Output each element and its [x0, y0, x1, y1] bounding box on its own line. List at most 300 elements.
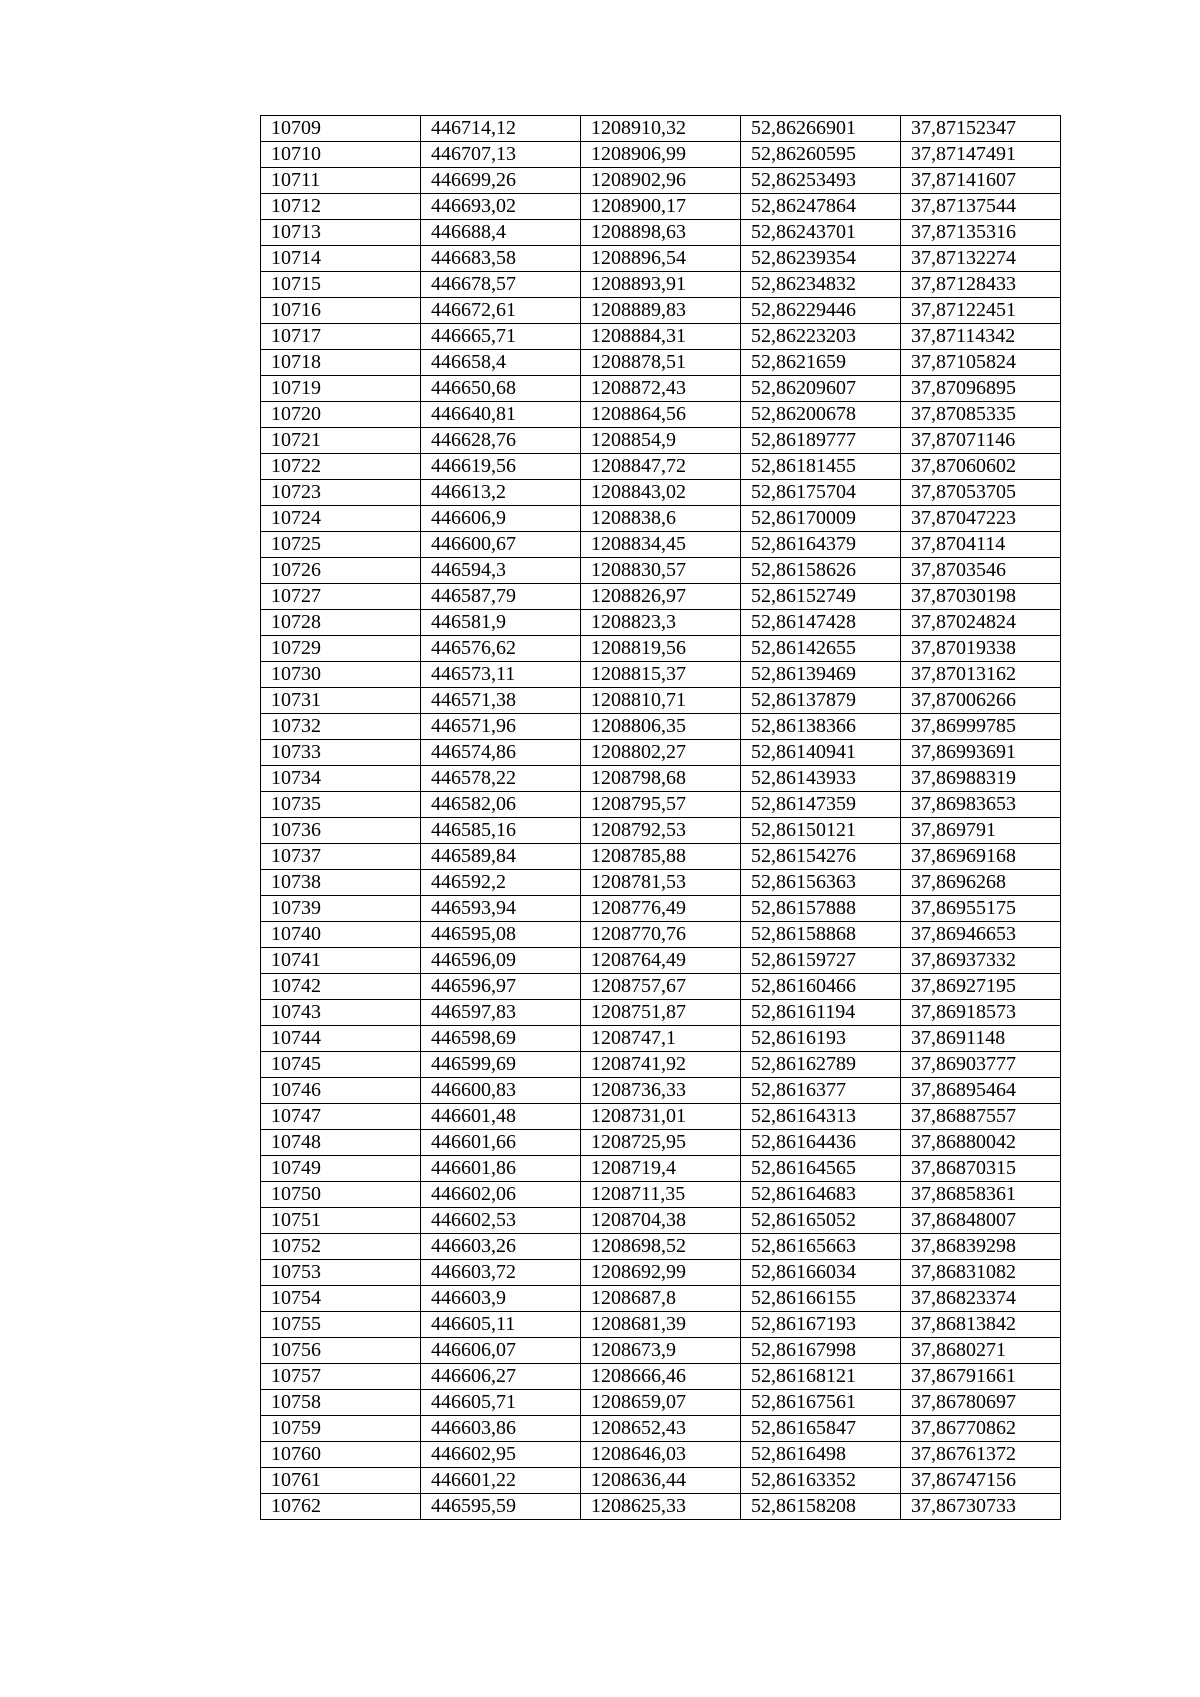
latitude-cell: 52,86164379 — [741, 532, 901, 558]
y-coordinate-cell: 1208719,4 — [581, 1156, 741, 1182]
table-row — [261, 1078, 1061, 1104]
table-row — [261, 1182, 1061, 1208]
x-coordinate-cell: 446683,58 — [421, 246, 581, 272]
y-coordinate-cell: 1208806,35 — [581, 714, 741, 740]
point-number-cell: 10741 — [261, 948, 421, 974]
latitude-cell: 52,86239354 — [741, 246, 901, 272]
latitude-cell: 52,86150121 — [741, 818, 901, 844]
longitude-cell: 37,87128433 — [901, 272, 1061, 298]
longitude-cell: 37,86983653 — [901, 792, 1061, 818]
y-coordinate-cell: 1208792,53 — [581, 818, 741, 844]
longitude-cell: 37,8680271 — [901, 1338, 1061, 1364]
x-coordinate-cell: 446603,72 — [421, 1260, 581, 1286]
longitude-cell: 37,87141607 — [901, 168, 1061, 194]
point-number-cell: 10720 — [261, 402, 421, 428]
table-row — [261, 1312, 1061, 1338]
x-coordinate-cell: 446606,27 — [421, 1364, 581, 1390]
table-row — [261, 896, 1061, 922]
y-coordinate-cell: 1208757,67 — [581, 974, 741, 1000]
y-coordinate-cell: 1208747,1 — [581, 1026, 741, 1052]
point-number-cell: 10715 — [261, 272, 421, 298]
longitude-cell: 37,87019338 — [901, 636, 1061, 662]
latitude-cell: 52,86164683 — [741, 1182, 901, 1208]
point-number-cell: 10742 — [261, 974, 421, 1000]
x-coordinate-cell: 446672,61 — [421, 298, 581, 324]
point-number-cell: 10713 — [261, 220, 421, 246]
x-coordinate-cell: 446595,08 — [421, 922, 581, 948]
y-coordinate-cell: 1208823,3 — [581, 610, 741, 636]
coordinates-table — [260, 115, 1061, 1520]
y-coordinate-cell: 1208776,49 — [581, 896, 741, 922]
point-number-cell: 10749 — [261, 1156, 421, 1182]
point-number-cell: 10758 — [261, 1390, 421, 1416]
latitude-cell: 52,86162789 — [741, 1052, 901, 1078]
table-row — [261, 1208, 1061, 1234]
longitude-cell: 37,86813842 — [901, 1312, 1061, 1338]
point-number-cell: 10725 — [261, 532, 421, 558]
latitude-cell: 52,86234832 — [741, 272, 901, 298]
longitude-cell: 37,86969168 — [901, 844, 1061, 870]
x-coordinate-cell: 446665,71 — [421, 324, 581, 350]
table-row — [261, 688, 1061, 714]
longitude-cell: 37,86831082 — [901, 1260, 1061, 1286]
y-coordinate-cell: 1208889,83 — [581, 298, 741, 324]
latitude-cell: 52,86247864 — [741, 194, 901, 220]
y-coordinate-cell: 1208625,33 — [581, 1494, 741, 1520]
x-coordinate-cell: 446603,26 — [421, 1234, 581, 1260]
longitude-cell: 37,86823374 — [901, 1286, 1061, 1312]
table-row — [261, 272, 1061, 298]
table-row — [261, 116, 1061, 142]
longitude-cell: 37,87053705 — [901, 480, 1061, 506]
table-row — [261, 350, 1061, 376]
point-number-cell: 10748 — [261, 1130, 421, 1156]
point-number-cell: 10759 — [261, 1416, 421, 1442]
table-row — [261, 1468, 1061, 1494]
latitude-cell: 52,86168121 — [741, 1364, 901, 1390]
table-row — [261, 168, 1061, 194]
x-coordinate-cell: 446602,95 — [421, 1442, 581, 1468]
table-row — [261, 584, 1061, 610]
latitude-cell: 52,86164313 — [741, 1104, 901, 1130]
y-coordinate-cell: 1208810,71 — [581, 688, 741, 714]
x-coordinate-cell: 446592,2 — [421, 870, 581, 896]
point-number-cell: 10711 — [261, 168, 421, 194]
point-number-cell: 10762 — [261, 1494, 421, 1520]
latitude-cell: 52,86160466 — [741, 974, 901, 1000]
latitude-cell: 52,86266901 — [741, 116, 901, 142]
longitude-cell: 37,86747156 — [901, 1468, 1061, 1494]
x-coordinate-cell: 446650,68 — [421, 376, 581, 402]
y-coordinate-cell: 1208666,46 — [581, 1364, 741, 1390]
y-coordinate-cell: 1208902,96 — [581, 168, 741, 194]
table-row — [261, 558, 1061, 584]
x-coordinate-cell: 446596,97 — [421, 974, 581, 1000]
y-coordinate-cell: 1208764,49 — [581, 948, 741, 974]
y-coordinate-cell: 1208900,17 — [581, 194, 741, 220]
latitude-cell: 52,86156363 — [741, 870, 901, 896]
point-number-cell: 10750 — [261, 1182, 421, 1208]
table-row — [261, 740, 1061, 766]
latitude-cell: 52,86158208 — [741, 1494, 901, 1520]
point-number-cell: 10728 — [261, 610, 421, 636]
longitude-cell: 37,87132274 — [901, 246, 1061, 272]
latitude-cell: 52,86181455 — [741, 454, 901, 480]
y-coordinate-cell: 1208659,07 — [581, 1390, 741, 1416]
y-coordinate-cell: 1208781,53 — [581, 870, 741, 896]
point-number-cell: 10754 — [261, 1286, 421, 1312]
y-coordinate-cell: 1208692,99 — [581, 1260, 741, 1286]
y-coordinate-cell: 1208893,91 — [581, 272, 741, 298]
x-coordinate-cell: 446576,62 — [421, 636, 581, 662]
point-number-cell: 10732 — [261, 714, 421, 740]
y-coordinate-cell: 1208652,43 — [581, 1416, 741, 1442]
table-row — [261, 1338, 1061, 1364]
y-coordinate-cell: 1208736,33 — [581, 1078, 741, 1104]
latitude-cell: 52,86161194 — [741, 1000, 901, 1026]
point-number-cell: 10736 — [261, 818, 421, 844]
x-coordinate-cell: 446658,4 — [421, 350, 581, 376]
longitude-cell: 37,869791 — [901, 818, 1061, 844]
point-number-cell: 10760 — [261, 1442, 421, 1468]
x-coordinate-cell: 446596,09 — [421, 948, 581, 974]
latitude-cell: 52,86209607 — [741, 376, 901, 402]
point-number-cell: 10734 — [261, 766, 421, 792]
point-number-cell: 10737 — [261, 844, 421, 870]
y-coordinate-cell: 1208910,32 — [581, 116, 741, 142]
x-coordinate-cell: 446582,06 — [421, 792, 581, 818]
x-coordinate-cell: 446595,59 — [421, 1494, 581, 1520]
latitude-cell: 52,86253493 — [741, 168, 901, 194]
y-coordinate-cell: 1208872,43 — [581, 376, 741, 402]
table-row — [261, 844, 1061, 870]
table-row — [261, 636, 1061, 662]
latitude-cell: 52,86164436 — [741, 1130, 901, 1156]
latitude-cell: 52,86165663 — [741, 1234, 901, 1260]
table-row — [261, 714, 1061, 740]
latitude-cell: 52,86200678 — [741, 402, 901, 428]
table-row — [261, 428, 1061, 454]
longitude-cell: 37,86839298 — [901, 1234, 1061, 1260]
longitude-cell: 37,86730733 — [901, 1494, 1061, 1520]
x-coordinate-cell: 446600,67 — [421, 532, 581, 558]
table-row — [261, 610, 1061, 636]
latitude-cell: 52,86158626 — [741, 558, 901, 584]
latitude-cell: 52,86147428 — [741, 610, 901, 636]
x-coordinate-cell: 446593,94 — [421, 896, 581, 922]
point-number-cell: 10739 — [261, 896, 421, 922]
point-number-cell: 10723 — [261, 480, 421, 506]
longitude-cell: 37,87085335 — [901, 402, 1061, 428]
y-coordinate-cell: 1208681,39 — [581, 1312, 741, 1338]
longitude-cell: 37,87060602 — [901, 454, 1061, 480]
longitude-cell: 37,8696268 — [901, 870, 1061, 896]
latitude-cell: 52,8616498 — [741, 1442, 901, 1468]
longitude-cell: 37,8704114 — [901, 532, 1061, 558]
latitude-cell: 52,86167561 — [741, 1390, 901, 1416]
longitude-cell: 37,87024824 — [901, 610, 1061, 636]
point-number-cell: 10761 — [261, 1468, 421, 1494]
latitude-cell: 52,8616377 — [741, 1078, 901, 1104]
y-coordinate-cell: 1208704,38 — [581, 1208, 741, 1234]
point-number-cell: 10729 — [261, 636, 421, 662]
point-number-cell: 10735 — [261, 792, 421, 818]
x-coordinate-cell: 446601,66 — [421, 1130, 581, 1156]
y-coordinate-cell: 1208725,95 — [581, 1130, 741, 1156]
point-number-cell: 10719 — [261, 376, 421, 402]
y-coordinate-cell: 1208843,02 — [581, 480, 741, 506]
x-coordinate-cell: 446619,56 — [421, 454, 581, 480]
table-row — [261, 194, 1061, 220]
table-row — [261, 1026, 1061, 1052]
y-coordinate-cell: 1208711,35 — [581, 1182, 741, 1208]
x-coordinate-cell: 446601,48 — [421, 1104, 581, 1130]
latitude-cell: 52,86165052 — [741, 1208, 901, 1234]
point-number-cell: 10709 — [261, 116, 421, 142]
table-row — [261, 1286, 1061, 1312]
y-coordinate-cell: 1208815,37 — [581, 662, 741, 688]
point-number-cell: 10744 — [261, 1026, 421, 1052]
latitude-cell: 52,86165847 — [741, 1416, 901, 1442]
x-coordinate-cell: 446628,76 — [421, 428, 581, 454]
table-row — [261, 1260, 1061, 1286]
table-row — [261, 1494, 1061, 1520]
x-coordinate-cell: 446597,83 — [421, 1000, 581, 1026]
x-coordinate-cell: 446640,81 — [421, 402, 581, 428]
longitude-cell: 37,87135316 — [901, 220, 1061, 246]
latitude-cell: 52,86152749 — [741, 584, 901, 610]
x-coordinate-cell: 446606,07 — [421, 1338, 581, 1364]
y-coordinate-cell: 1208906,99 — [581, 142, 741, 168]
point-number-cell: 10716 — [261, 298, 421, 324]
longitude-cell: 37,87006266 — [901, 688, 1061, 714]
longitude-cell: 37,86903777 — [901, 1052, 1061, 1078]
latitude-cell: 52,86189777 — [741, 428, 901, 454]
x-coordinate-cell: 446585,16 — [421, 818, 581, 844]
y-coordinate-cell: 1208798,68 — [581, 766, 741, 792]
longitude-cell: 37,87122451 — [901, 298, 1061, 324]
point-number-cell: 10745 — [261, 1052, 421, 1078]
point-number-cell: 10710 — [261, 142, 421, 168]
y-coordinate-cell: 1208838,6 — [581, 506, 741, 532]
point-number-cell: 10721 — [261, 428, 421, 454]
latitude-cell: 52,86137879 — [741, 688, 901, 714]
longitude-cell: 37,86770862 — [901, 1416, 1061, 1442]
y-coordinate-cell: 1208673,9 — [581, 1338, 741, 1364]
x-coordinate-cell: 446571,38 — [421, 688, 581, 714]
latitude-cell: 52,8616193 — [741, 1026, 901, 1052]
longitude-cell: 37,86761372 — [901, 1442, 1061, 1468]
latitude-cell: 52,86167193 — [741, 1312, 901, 1338]
y-coordinate-cell: 1208751,87 — [581, 1000, 741, 1026]
latitude-cell: 52,86143933 — [741, 766, 901, 792]
longitude-cell: 37,86791661 — [901, 1364, 1061, 1390]
y-coordinate-cell: 1208864,56 — [581, 402, 741, 428]
table-row — [261, 454, 1061, 480]
point-number-cell: 10733 — [261, 740, 421, 766]
point-number-cell: 10756 — [261, 1338, 421, 1364]
point-number-cell: 10757 — [261, 1364, 421, 1390]
longitude-cell: 37,86955175 — [901, 896, 1061, 922]
latitude-cell: 52,86159727 — [741, 948, 901, 974]
latitude-cell: 52,86170009 — [741, 506, 901, 532]
x-coordinate-cell: 446601,22 — [421, 1468, 581, 1494]
point-number-cell: 10726 — [261, 558, 421, 584]
table-row — [261, 922, 1061, 948]
x-coordinate-cell: 446601,86 — [421, 1156, 581, 1182]
x-coordinate-cell: 446578,22 — [421, 766, 581, 792]
y-coordinate-cell: 1208826,97 — [581, 584, 741, 610]
longitude-cell: 37,86946653 — [901, 922, 1061, 948]
x-coordinate-cell: 446714,12 — [421, 116, 581, 142]
longitude-cell: 37,87071146 — [901, 428, 1061, 454]
longitude-cell: 37,87030198 — [901, 584, 1061, 610]
x-coordinate-cell: 446594,3 — [421, 558, 581, 584]
point-number-cell: 10755 — [261, 1312, 421, 1338]
longitude-cell: 37,86988319 — [901, 766, 1061, 792]
y-coordinate-cell: 1208741,92 — [581, 1052, 741, 1078]
latitude-cell: 52,86142655 — [741, 636, 901, 662]
table-row — [261, 792, 1061, 818]
point-number-cell: 10730 — [261, 662, 421, 688]
latitude-cell: 52,86157888 — [741, 896, 901, 922]
x-coordinate-cell: 446581,9 — [421, 610, 581, 636]
longitude-cell: 37,86887557 — [901, 1104, 1061, 1130]
table-row — [261, 1104, 1061, 1130]
x-coordinate-cell: 446678,57 — [421, 272, 581, 298]
longitude-cell: 37,86927195 — [901, 974, 1061, 1000]
table-row — [261, 1364, 1061, 1390]
latitude-cell: 52,86163352 — [741, 1468, 901, 1494]
x-coordinate-cell: 446573,11 — [421, 662, 581, 688]
x-coordinate-cell: 446606,9 — [421, 506, 581, 532]
latitude-cell: 52,86139469 — [741, 662, 901, 688]
x-coordinate-cell: 446707,13 — [421, 142, 581, 168]
latitude-cell: 52,86243701 — [741, 220, 901, 246]
longitude-cell: 37,87114342 — [901, 324, 1061, 350]
table-row — [261, 948, 1061, 974]
point-number-cell: 10746 — [261, 1078, 421, 1104]
y-coordinate-cell: 1208687,8 — [581, 1286, 741, 1312]
x-coordinate-cell: 446598,69 — [421, 1026, 581, 1052]
longitude-cell: 37,87096895 — [901, 376, 1061, 402]
point-number-cell: 10724 — [261, 506, 421, 532]
table-row — [261, 376, 1061, 402]
y-coordinate-cell: 1208731,01 — [581, 1104, 741, 1130]
longitude-cell: 37,8691148 — [901, 1026, 1061, 1052]
latitude-cell: 52,86223203 — [741, 324, 901, 350]
point-number-cell: 10743 — [261, 1000, 421, 1026]
x-coordinate-cell: 446605,71 — [421, 1390, 581, 1416]
y-coordinate-cell: 1208819,56 — [581, 636, 741, 662]
table-row — [261, 662, 1061, 688]
longitude-cell: 37,86870315 — [901, 1156, 1061, 1182]
table-row — [261, 402, 1061, 428]
table-row — [261, 142, 1061, 168]
longitude-cell: 37,86880042 — [901, 1130, 1061, 1156]
longitude-cell: 37,86780697 — [901, 1390, 1061, 1416]
point-number-cell: 10751 — [261, 1208, 421, 1234]
latitude-cell: 52,86140941 — [741, 740, 901, 766]
latitude-cell: 52,86164565 — [741, 1156, 901, 1182]
y-coordinate-cell: 1208830,57 — [581, 558, 741, 584]
point-number-cell: 10722 — [261, 454, 421, 480]
latitude-cell: 52,86260595 — [741, 142, 901, 168]
latitude-cell: 52,86229446 — [741, 298, 901, 324]
latitude-cell: 52,86167998 — [741, 1338, 901, 1364]
table-row — [261, 246, 1061, 272]
table-row — [261, 1234, 1061, 1260]
latitude-cell: 52,86166034 — [741, 1260, 901, 1286]
y-coordinate-cell: 1208854,9 — [581, 428, 741, 454]
longitude-cell: 37,87013162 — [901, 662, 1061, 688]
longitude-cell: 37,86858361 — [901, 1182, 1061, 1208]
y-coordinate-cell: 1208770,76 — [581, 922, 741, 948]
point-number-cell: 10714 — [261, 246, 421, 272]
x-coordinate-cell: 446699,26 — [421, 168, 581, 194]
longitude-cell: 37,86999785 — [901, 714, 1061, 740]
longitude-cell: 37,86895464 — [901, 1078, 1061, 1104]
y-coordinate-cell: 1208884,31 — [581, 324, 741, 350]
longitude-cell: 37,86918573 — [901, 1000, 1061, 1026]
table-row — [261, 480, 1061, 506]
x-coordinate-cell: 446613,2 — [421, 480, 581, 506]
x-coordinate-cell: 446602,06 — [421, 1182, 581, 1208]
table-row — [261, 506, 1061, 532]
x-coordinate-cell: 446599,69 — [421, 1052, 581, 1078]
longitude-cell: 37,86993691 — [901, 740, 1061, 766]
table-row — [261, 1156, 1061, 1182]
longitude-cell: 37,86937332 — [901, 948, 1061, 974]
latitude-cell: 52,8621659 — [741, 350, 901, 376]
point-number-cell: 10752 — [261, 1234, 421, 1260]
y-coordinate-cell: 1208834,45 — [581, 532, 741, 558]
table-row — [261, 766, 1061, 792]
table-row — [261, 870, 1061, 896]
point-number-cell: 10747 — [261, 1104, 421, 1130]
latitude-cell: 52,86158868 — [741, 922, 901, 948]
point-number-cell: 10740 — [261, 922, 421, 948]
table-row — [261, 1442, 1061, 1468]
x-coordinate-cell: 446574,86 — [421, 740, 581, 766]
longitude-cell: 37,87147491 — [901, 142, 1061, 168]
table-row — [261, 1000, 1061, 1026]
y-coordinate-cell: 1208785,88 — [581, 844, 741, 870]
y-coordinate-cell: 1208646,03 — [581, 1442, 741, 1468]
y-coordinate-cell: 1208896,54 — [581, 246, 741, 272]
table-row — [261, 1390, 1061, 1416]
longitude-cell: 37,86848007 — [901, 1208, 1061, 1234]
x-coordinate-cell: 446602,53 — [421, 1208, 581, 1234]
table-row — [261, 1416, 1061, 1442]
table-row — [261, 1130, 1061, 1156]
point-number-cell: 10731 — [261, 688, 421, 714]
point-number-cell: 10753 — [261, 1260, 421, 1286]
y-coordinate-cell: 1208898,63 — [581, 220, 741, 246]
longitude-cell: 37,87105824 — [901, 350, 1061, 376]
x-coordinate-cell: 446603,9 — [421, 1286, 581, 1312]
latitude-cell: 52,86154276 — [741, 844, 901, 870]
point-number-cell: 10717 — [261, 324, 421, 350]
y-coordinate-cell: 1208795,57 — [581, 792, 741, 818]
point-number-cell: 10712 — [261, 194, 421, 220]
y-coordinate-cell: 1208878,51 — [581, 350, 741, 376]
x-coordinate-cell: 446589,84 — [421, 844, 581, 870]
y-coordinate-cell: 1208847,72 — [581, 454, 741, 480]
x-coordinate-cell: 446571,96 — [421, 714, 581, 740]
point-number-cell: 10727 — [261, 584, 421, 610]
longitude-cell: 37,87137544 — [901, 194, 1061, 220]
